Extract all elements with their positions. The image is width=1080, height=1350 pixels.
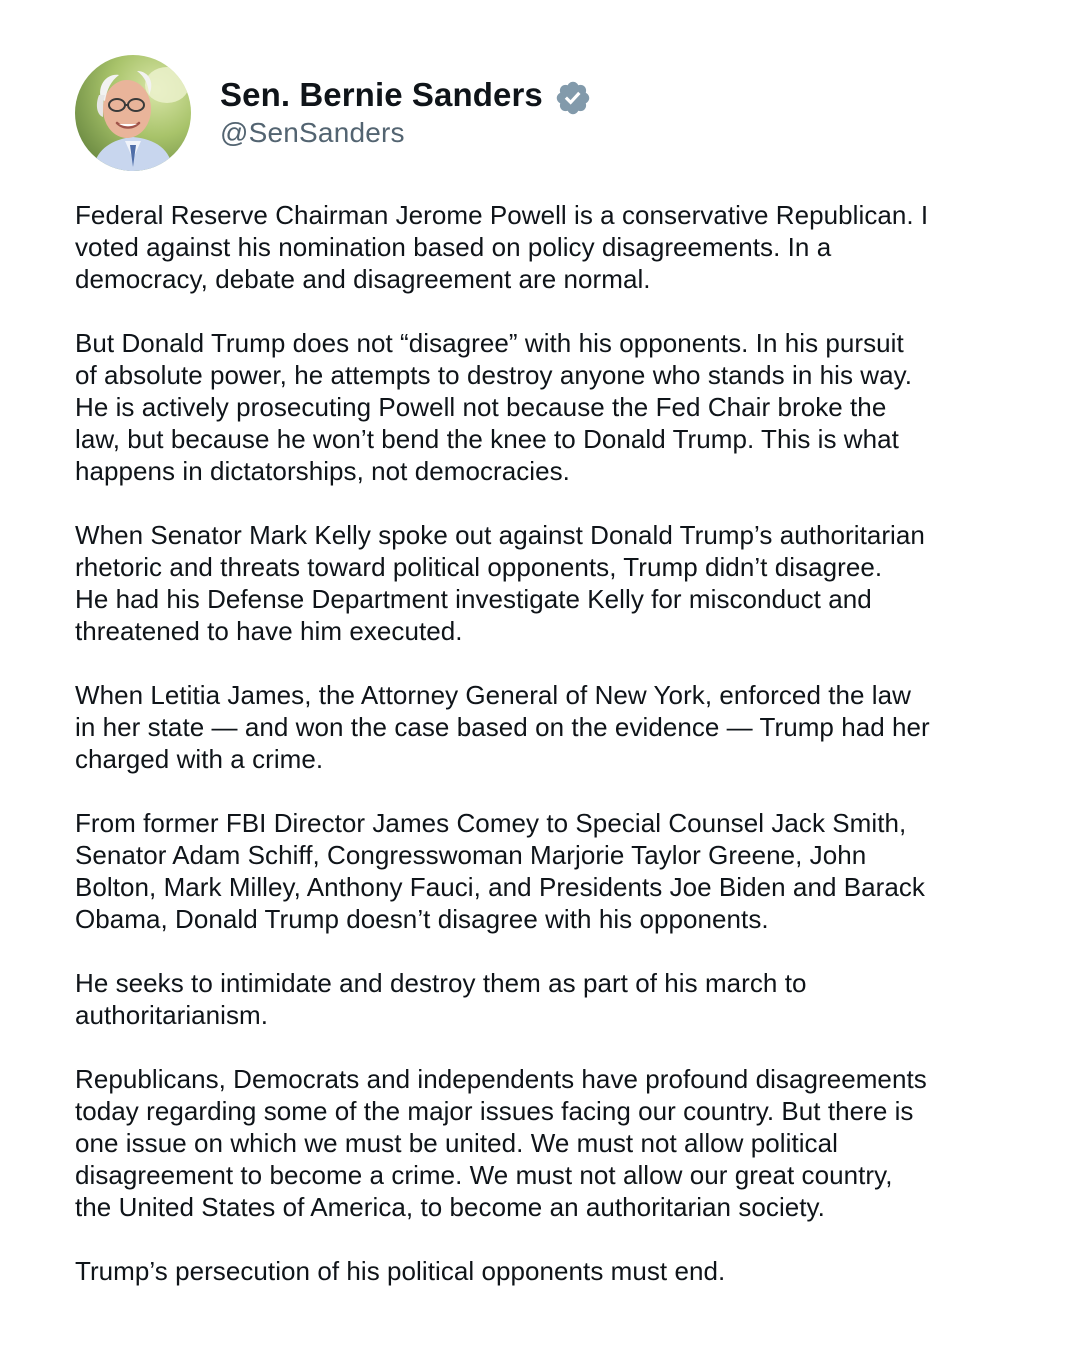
text-line: But Donald Trump does not “disagree” with his opponents. In his pursuit (75, 328, 904, 358)
text-line: disagreement to become a crime. We must not allow our great country, (75, 1160, 893, 1190)
text-line: He is actively prosecuting Powell not because the Fed Chair broke the (75, 392, 887, 422)
handle[interactable]: @SenSanders (220, 117, 405, 148)
text-line: voted against his nomination based on policy disagreements. In a (75, 232, 832, 262)
paragraph (75, 1255, 1035, 1287)
text-line: Federal Reserve Chairman Jerome Powell is a conservative Republican. I (75, 200, 929, 230)
text-line: Bolton, Mark Milley, Anthony Fauci, and Presidents Joe Biden and Barack (75, 872, 925, 902)
text-line: happens in dictatorships, not democracies. (75, 456, 570, 486)
display-name[interactable]: Sen. Bernie Sanders (220, 76, 543, 113)
text-line: He seeks to intimidate and destroy them as part of his march to (75, 968, 807, 998)
paragraph (75, 1063, 1035, 1223)
profile-photo (75, 55, 191, 171)
text-line: threatened to have him executed. (75, 616, 463, 646)
text-line: Trump’s persecution of his political opponents must end. (75, 1256, 726, 1286)
text-line: Obama, Donald Trump doesn’t disagree with his opponents. (75, 904, 769, 934)
author-names (220, 73, 592, 149)
paragraph (75, 679, 1035, 775)
text-line: When Letitia James, the Attorney General of New York, enforced the law (75, 680, 911, 710)
paragraph (75, 199, 1035, 295)
paragraph (75, 807, 1035, 935)
text-line: Senator Adam Schiff, Congresswoman Marjorie Taylor Greene, John (75, 840, 867, 870)
verified-badge-icon (554, 79, 592, 117)
text-line: law, but because he won’t bend the knee to Donald Trump. This is what (75, 424, 899, 454)
avatar[interactable] (75, 55, 191, 171)
paragraph (75, 519, 1035, 647)
text-line: He had his Defense Department investigate Kelly for misconduct and (75, 584, 872, 614)
text-line: one issue on which we must be united. We must not allow political (75, 1128, 838, 1158)
text-line: today regarding some of the major issues facing our country. But there is (75, 1096, 914, 1126)
text-line: democracy, debate and disagreement are normal. (75, 264, 651, 294)
text-line: in her state — and won the case based on the evidence — Trump had her (75, 712, 930, 742)
paragraph (75, 327, 1035, 487)
text-line: authoritarianism. (75, 1000, 269, 1030)
text-line: Republicans, Democrats and independents have profound disagreements (75, 1064, 927, 1094)
text-line: charged with a crime. (75, 744, 324, 774)
text-line: From former FBI Director James Comey to Special Counsel Jack Smith, (75, 808, 907, 838)
display-name-row (220, 73, 592, 117)
paragraph (75, 967, 1035, 1031)
post-header (75, 55, 592, 171)
text-line: the United States of America, to become an authoritarian society. (75, 1192, 825, 1222)
text-line: When Senator Mark Kelly spoke out against Donald Trump’s authoritarian (75, 520, 925, 550)
text-line: rhetoric and threats toward political opponents, Trump didn’t disagree. (75, 552, 883, 582)
post-body (75, 199, 1035, 1319)
text-line: of absolute power, he attempts to destroy anyone who stands in his way. (75, 360, 912, 390)
